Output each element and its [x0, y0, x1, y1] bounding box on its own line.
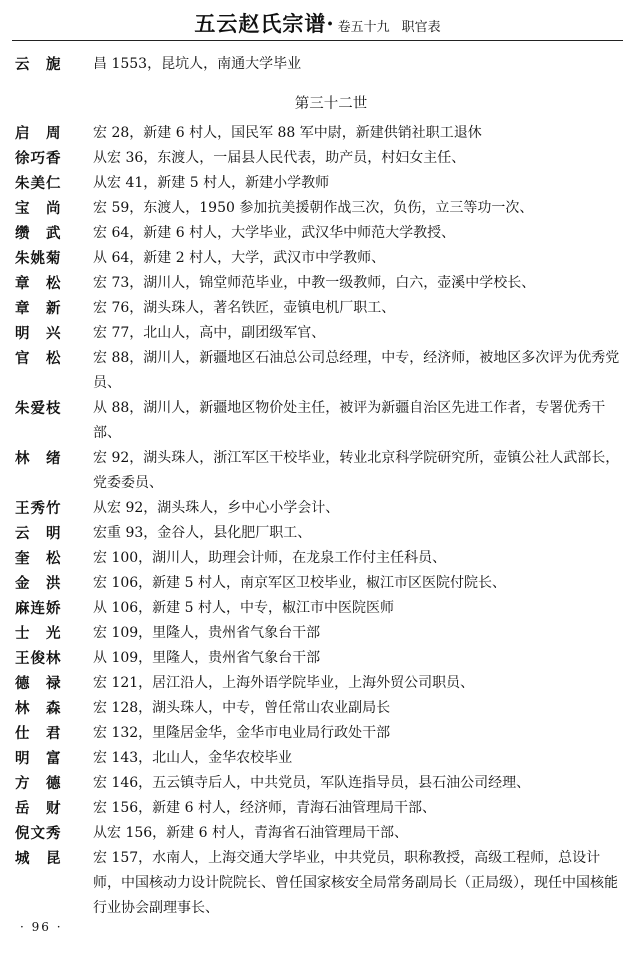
entry-desc: 宏 106，新建 5 村人，南京军区卫校毕业，椒江市区医院付院长、	[93, 575, 506, 591]
entry-desc: 宏 73，湖川人，锦堂师范毕业，中教一级教师，白六，壶溪中学校长、	[93, 275, 536, 291]
entry-name: 官 松	[15, 350, 62, 367]
entry-row	[15, 496, 627, 521]
volume-label: 卷五十九	[337, 20, 390, 35]
entry-row	[15, 121, 627, 146]
entry-name: 章 松	[15, 275, 62, 292]
entry-name: 奎 松	[15, 550, 62, 567]
entry-name: 朱美仁	[15, 175, 62, 192]
entry-desc: 从宏 41，新建 5 村人，新建小学教师	[93, 175, 330, 191]
entry-name: 章 新	[15, 300, 62, 317]
entry-desc: 宏 100，湖川人，助理会计师，在龙泉工作付主任科员、	[93, 550, 447, 566]
entry-row	[15, 746, 627, 771]
entry-row	[15, 546, 627, 571]
entry-row	[15, 621, 627, 646]
entry-row	[15, 321, 627, 346]
entry-desc: 从宏 156，新建 6 村人，青海省石油管理局干部、	[93, 825, 408, 841]
entry-desc: 宏 64，新建 6 村人，大学毕业，武汉华中师范大学教授、	[93, 225, 456, 241]
entry-desc: 昌 1553，昆坑人，南通大学毕业	[93, 56, 302, 72]
entry-desc: 宏 77，北山人，高中，副团级军官、	[93, 325, 326, 341]
entry-row	[15, 446, 627, 496]
entry-desc: 从 64，新建 2 村人，大学，武汉市中学教师、	[93, 250, 386, 266]
entry-desc: 宏 157，水南人，上海交通大学毕业，中共党员，职称教授，高级工程师，总设计师，中国核动力设计院院长、曾任国家核安全局常务副局长（正局级），现任中国核能行业协会副理事长、	[93, 850, 618, 916]
entry-name: 城 昆	[15, 850, 62, 867]
entry-name: 朱姚菊	[15, 250, 62, 267]
entry-desc: 宏 59，东渡人，1950 参加抗美援朝作战三次，负伤，立三等功一次、	[93, 200, 534, 216]
entry-desc: 宏 28，新建 6 村人，国民军 88 军中尉，新建供销社职工退休	[93, 125, 482, 141]
entry-desc: 宏 76，湖头珠人，著名铁匠，壶镇电机厂职工、	[93, 300, 396, 316]
entry-name: 王秀竹	[15, 500, 62, 517]
entry-name: 云 明	[15, 525, 62, 542]
entry-row	[15, 346, 627, 396]
entry-row	[15, 52, 627, 77]
entry-name: 林 绪	[15, 450, 62, 467]
entry-row	[15, 796, 627, 821]
entry-desc: 宏 92，湖头珠人，浙江军区干校毕业，转业北京科学院研究所，壶镇公社人武部长，党委委员、	[93, 450, 620, 491]
entry-desc: 宏 128，湖头珠人，中专，曾任常山农业副局长	[93, 700, 391, 716]
generation-heading: 第三十二世	[294, 96, 368, 112]
entry-desc: 从宏 92，湖头珠人，乡中心小学会计、	[93, 500, 340, 516]
title-separator: ·	[326, 11, 334, 36]
entry-row	[15, 571, 627, 596]
entry-desc: 宏 156，新建 6 村人，经济师，青海石油管理局干部、	[93, 800, 436, 816]
entry-row	[15, 671, 627, 696]
entry-row	[15, 521, 627, 546]
entry-row	[15, 596, 627, 621]
entry-row	[15, 196, 627, 221]
entry-desc: 宏 88，湖川人，新疆地区石油总公司总经理，中专，经济师，被地区多次评为优秀党员、	[93, 350, 620, 391]
entry-row	[15, 821, 627, 846]
roster-content	[15, 52, 627, 921]
entry-row	[15, 221, 627, 246]
entry-row	[15, 296, 627, 321]
entry-desc: 宏 109，里隆人，贵州省气象台干部	[93, 625, 321, 641]
entry-desc: 从 109，里隆人，贵州省气象台干部	[93, 650, 321, 666]
entry-name: 岳 财	[15, 800, 62, 817]
entry-row	[15, 696, 627, 721]
entry-name: 金 洪	[15, 575, 62, 592]
entry-desc: 宏 146，五云镇寺后人，中共党员，军队连指导员，县石油公司经理、	[93, 775, 531, 791]
section-label: 职官表	[401, 20, 441, 35]
entry-desc: 宏 143，北山人，金华农校毕业	[93, 750, 293, 766]
entry-row	[15, 721, 627, 746]
page-number: · 96 ·	[20, 920, 63, 934]
genealogy-title: 五云赵氏宗谱	[194, 11, 327, 36]
entry-row	[15, 646, 627, 671]
entry-desc: 宏 121，居江沿人，上海外语学院毕业，上海外贸公司职员、	[93, 675, 475, 691]
entry-list	[15, 121, 627, 921]
entry-desc: 从宏 36，东渡人，一届县人民代表，助产员，村妇女主任、	[93, 150, 466, 166]
entry-name: 宝 尚	[15, 200, 62, 217]
entry-row	[15, 171, 627, 196]
entry-name: 德 禄	[15, 675, 62, 692]
entry-name: 士 光	[15, 625, 62, 642]
entry-name: 倪文秀	[15, 825, 62, 842]
entry-desc: 从 106，新建 5 村人，中专，椒江市中医院医师	[93, 600, 394, 616]
entry-name: 仕 君	[15, 725, 62, 742]
entry-name: 麻连娇	[15, 600, 62, 617]
entry-name: 朱爱枝	[15, 400, 62, 417]
entry-row	[15, 846, 627, 921]
entry-name: 缵 武	[15, 225, 62, 242]
entry-desc: 宏 132，里隆居金华，金华市电业局行政处干部	[93, 725, 391, 741]
entry-name: 启 周	[15, 125, 62, 142]
entry-row	[15, 146, 627, 171]
entry-name: 林 森	[15, 700, 62, 717]
entry-name: 云 旎	[15, 56, 62, 73]
entry-desc: 宏重 93，金谷人，县化肥厂职工、	[93, 525, 312, 541]
entry-name: 明 富	[15, 750, 62, 767]
entry-row	[15, 771, 627, 796]
entry-desc: 从 88，湖川人，新疆地区物价处主任，被评为新疆自治区先进工作者，专署优秀干部、	[93, 400, 606, 441]
entry-row	[15, 246, 627, 271]
entry-name: 王俊林	[15, 650, 62, 667]
entry-name: 徐巧香	[15, 150, 62, 167]
page-header	[12, 8, 623, 41]
entry-row	[15, 396, 627, 446]
entry-row	[15, 271, 627, 296]
entry-name: 方 德	[15, 775, 62, 792]
entry-name: 明 兴	[15, 325, 62, 342]
